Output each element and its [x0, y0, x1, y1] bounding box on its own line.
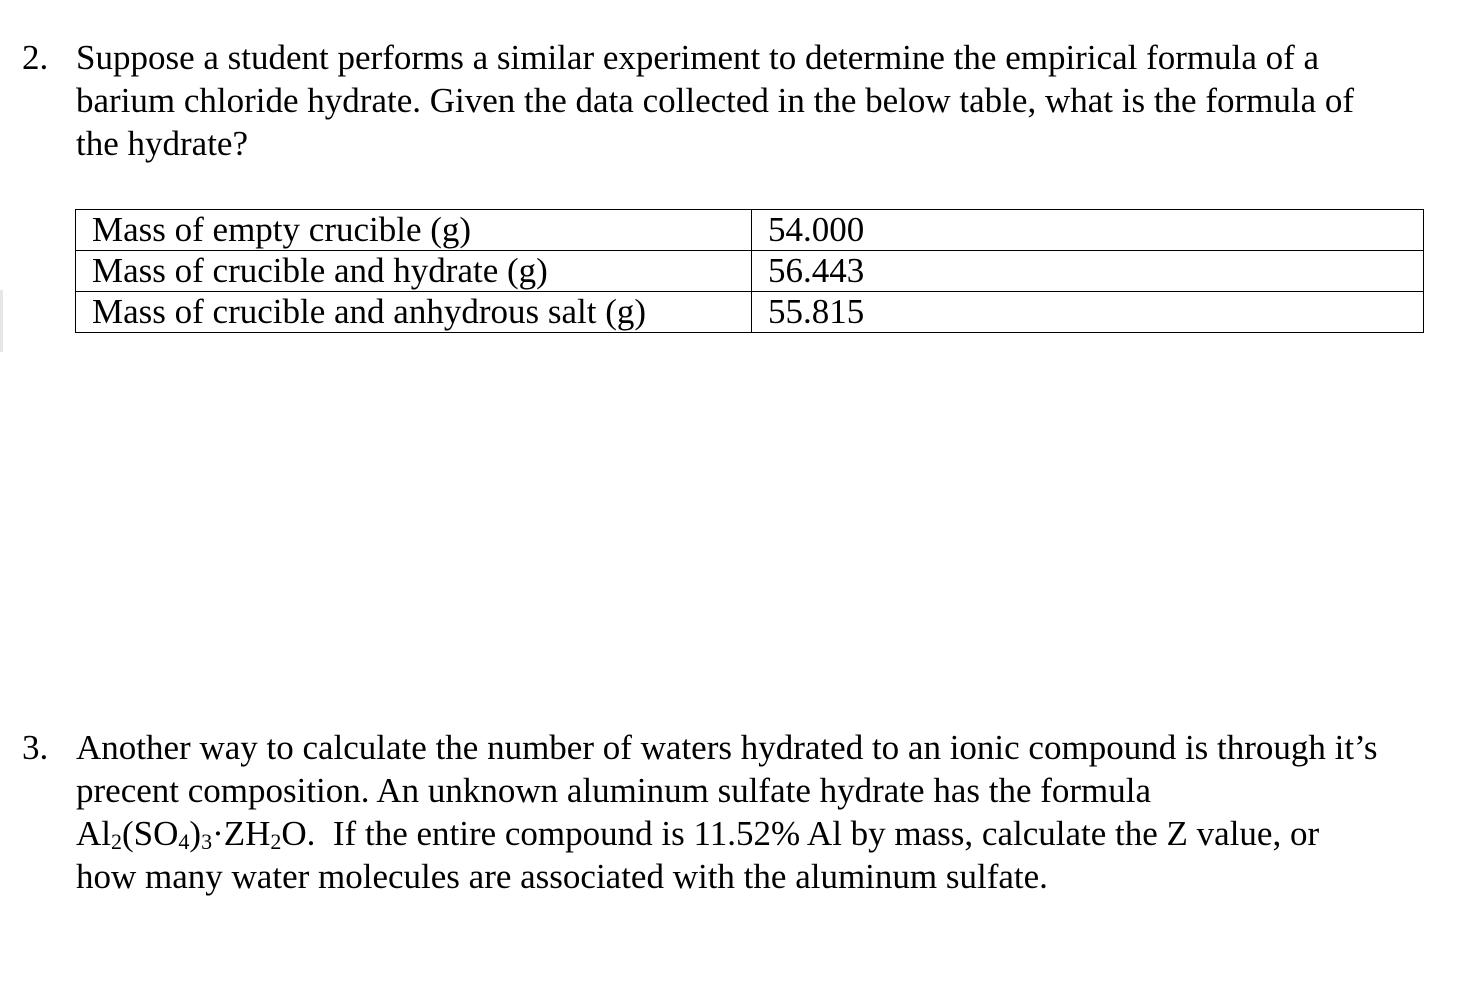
- question-2-number: 2.: [22, 38, 49, 77]
- formula-part: (SO: [122, 814, 179, 853]
- question-3-line-rest: If the entire compound is 11.52% Al by mass, calculate the Z value, or: [315, 814, 1320, 853]
- row-label: Mass of empty crucible (g): [76, 210, 752, 251]
- row-value: 56.443: [752, 251, 1424, 292]
- question-3-line: how many water molecules are associated with the aluminum sulfate.: [76, 857, 1048, 896]
- formula-subscript: 2: [111, 829, 122, 854]
- question-2-line: Suppose a student performs a similar experiment to determine the empirical formula of a: [76, 38, 1320, 77]
- table-row: [76, 251, 1424, 292]
- page-edge-mark: [0, 290, 3, 352]
- formula-subscript: 3: [201, 829, 213, 854]
- formula-part: ·ZH: [212, 814, 271, 853]
- question-3-text: [76, 726, 1441, 898]
- question-2-line: the hydrate?: [76, 124, 248, 163]
- row-value: 54.000: [752, 210, 1424, 251]
- question-2-text: [76, 36, 1441, 165]
- formula-subscript: 2: [270, 829, 282, 854]
- row-label: Mass of crucible and hydrate (g): [76, 251, 752, 292]
- question-3-formula-line: [76, 812, 1441, 855]
- question-3-line: Another way to calculate the number of waters hydrated to an ionic compound is through it’s: [76, 728, 1378, 767]
- row-label: Mass of crucible and anhydrous salt (g): [76, 292, 752, 333]
- question-3-line: precent composition. An unknown aluminum sulfate hydrate has the formula: [76, 771, 1152, 810]
- formula-part: Al: [76, 814, 111, 853]
- formula-subscript: 4: [178, 829, 190, 854]
- table-row: [76, 210, 1424, 251]
- formula-part: ): [189, 814, 202, 853]
- row-value: 55.815: [752, 292, 1424, 333]
- question-2-line: barium chloride hydrate. Given the data collected in the below table, what is the formula of: [76, 81, 1355, 120]
- question-3-number: 3.: [22, 728, 49, 767]
- formula-part: O.: [281, 814, 316, 853]
- data-table: [75, 209, 1424, 333]
- table-row: [76, 292, 1424, 333]
